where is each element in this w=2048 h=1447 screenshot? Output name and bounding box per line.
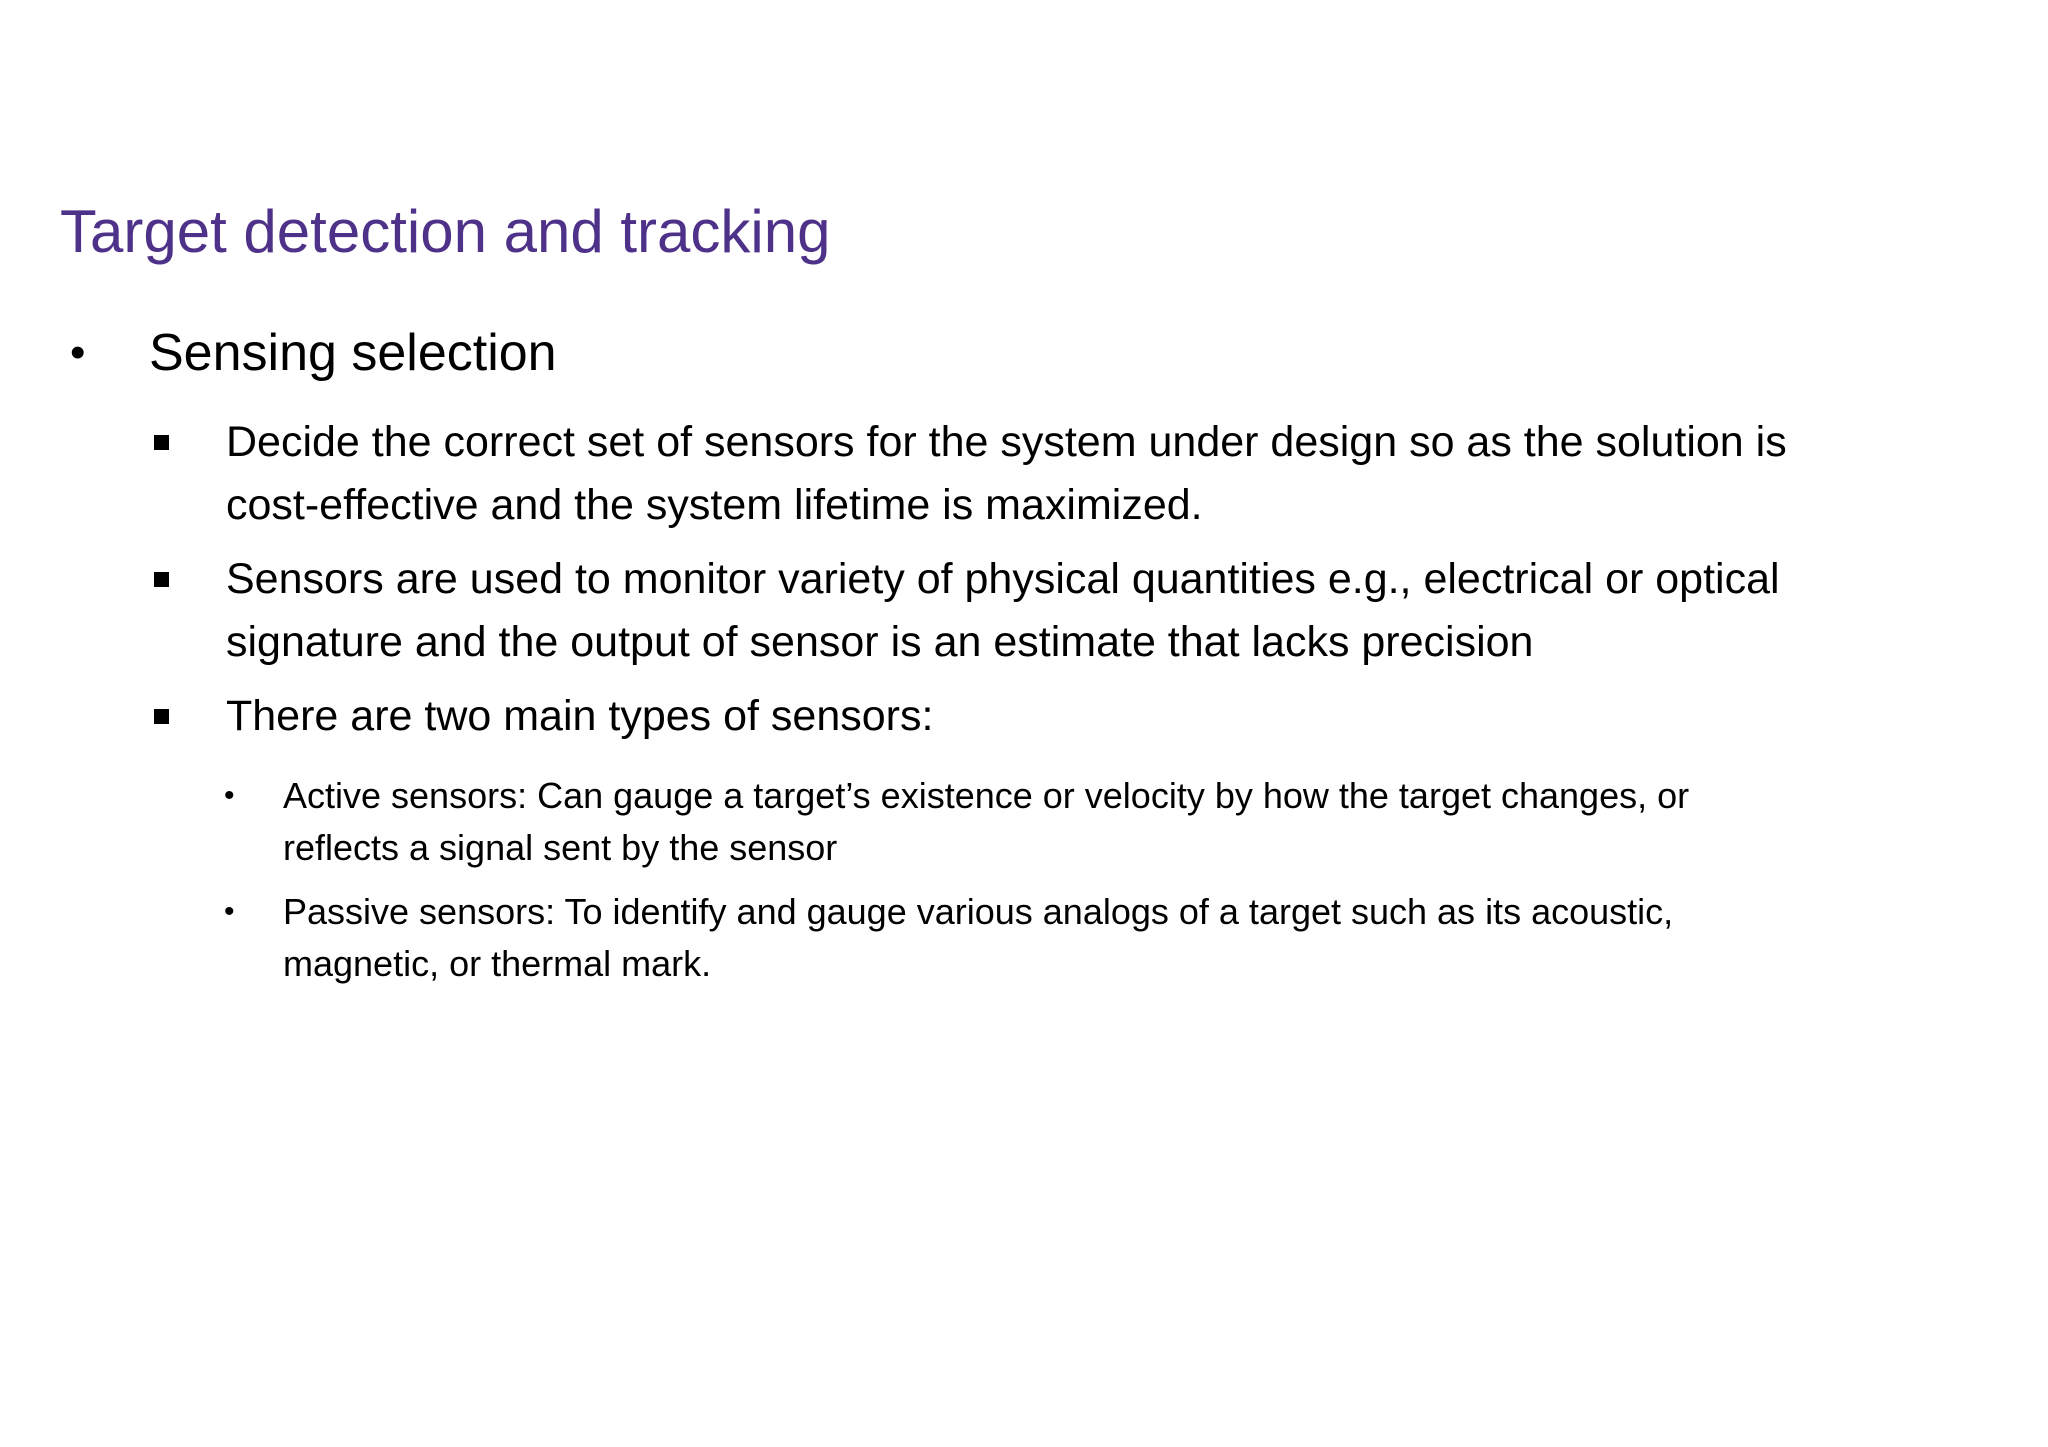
- sub-sub-bullet-line: Active sensors: Can gauge a target’s existence or velocity by how the target changes, or: [283, 775, 1690, 816]
- sub-bullet-line: signature and the output of sensor is an estimate that lacks precision: [226, 618, 1534, 666]
- sub-sub-bullet-line: reflects a signal sent by the sensor: [283, 827, 838, 868]
- sub-sub-bullet-line: Passive sensors: To identify and gauge various analogs of a target such as its acoustic,: [283, 891, 1674, 932]
- bullet-sensing-selection: [0, 318, 2048, 388]
- sub-bullet-line: cost-effective and the system lifetime is maximized.: [226, 481, 1203, 529]
- sub-bullet-line: There are two main types of sensors:: [226, 692, 934, 740]
- bullet-dot-icon: •: [224, 779, 235, 812]
- sub-bullet-line: Sensors are used to monitor variety of physical quantities e.g., electrical or optical: [226, 555, 1780, 603]
- bullet-dot-icon: •: [224, 895, 235, 928]
- bullet-text: Sensing selection: [149, 324, 557, 382]
- sub-sub-bullet-line: magnetic, or thermal mark.: [283, 943, 712, 984]
- bullet-dot-icon: •: [70, 328, 86, 377]
- square-bullet-icon: [154, 572, 169, 587]
- sub-bullet-line: Decide the correct set of sensors for the system under design so as the solution is: [226, 418, 1787, 466]
- slide-title: Target detection and tracking: [60, 198, 831, 265]
- square-bullet-icon: [154, 709, 169, 724]
- square-bullet-icon: [154, 435, 169, 450]
